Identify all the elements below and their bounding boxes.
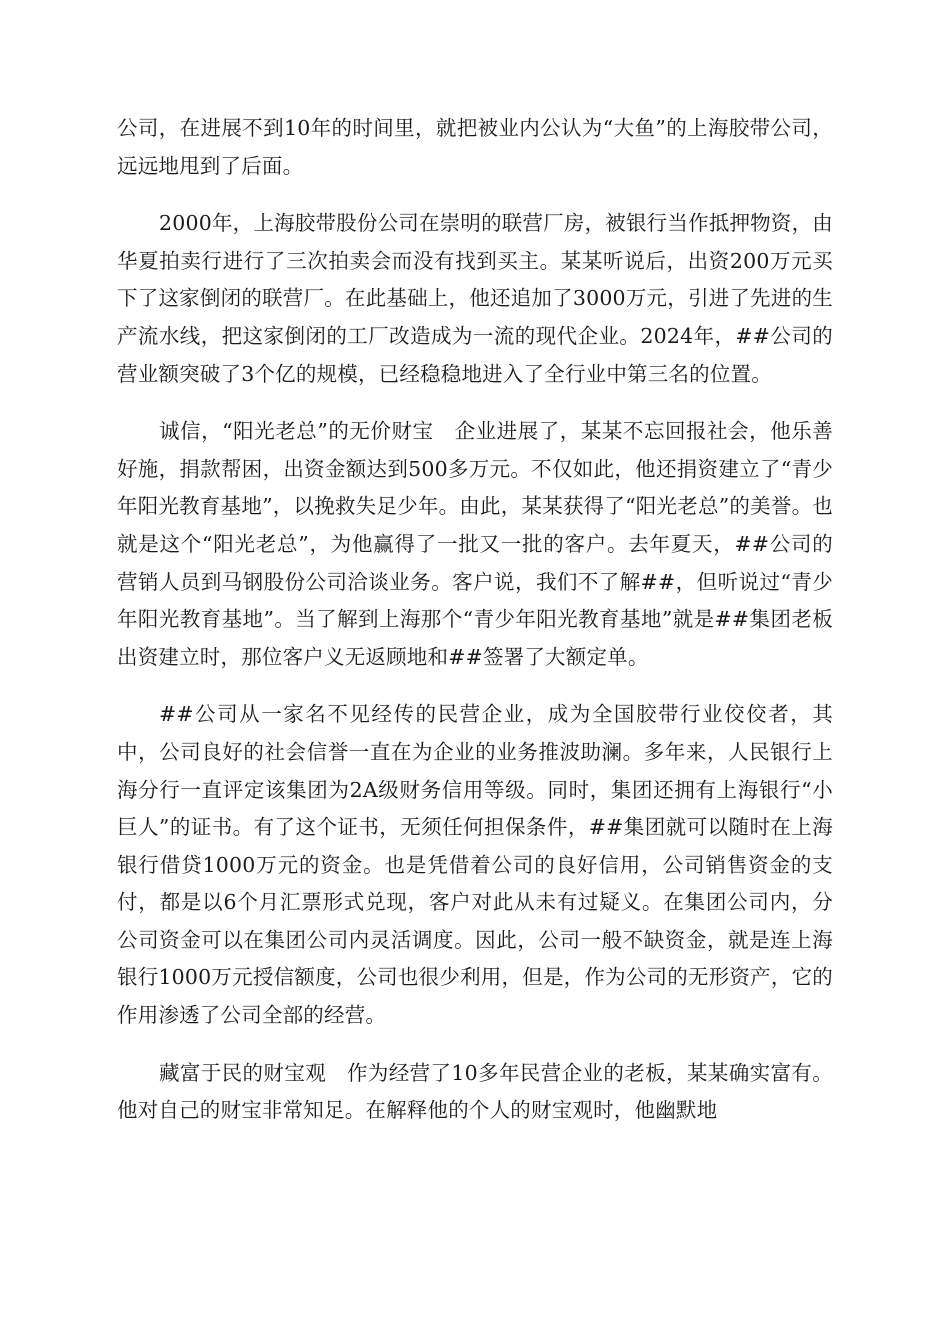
- paragraph-4: ##公司从一家名不见经传的民营企业，成为全国胶带行业佼佼者，其中，公司良好的社会信誉一直在为企业的业务推波助澜。多年来，人民银行上海分行一直评定该集团为2A级财务信用等级。同时，集团还拥有上海银行“小巨人”的证书。有了这个证书，无须任何担保条件，##集团就可以随时在上海银行借贷1000万元的资金。也是凭借着公司的良好信用，公司销售资金的支付，都是以6个月汇票形式兑现，客户对此从未有过疑义。在集团公司内，分公司资金可以在集团公司内灵活调度。因此，公司一般不缺资金，就是连上海银行1000万元授信额度，公司也很少利用，但是，作为公司的无形资产，它的作用渗透了公司全部的经营。: [117, 702, 833, 1028]
- paragraph-gap: [117, 185, 833, 205]
- paragraph-2: 2000年，上海胶带股份公司在崇明的联营厂房，被银行当作抵押物资，由华夏拍卖行进行了三次拍卖会而没有找到买主。某某听说后，出资200万元买下了这家倒闭的联营厂。在此基础上，他还追加了3000万元，引进了先进的生产流水线，把这家倒闭的工厂改造成为一流的现代企业。2024年，##公司的营业额突破了3个亿的规模，已经稳稳地进入了全行业中第三名的位置。: [117, 211, 833, 386]
- paragraph-5: 藏富于民的财宝观 作为经营了10多年民营企业的老板，某某确实富有。他对自己的财宝非常知足。在解释他的个人的财宝观时，他幽默地: [117, 1060, 833, 1123]
- document-body: [117, 110, 833, 1130]
- paragraph-gap: [117, 676, 833, 696]
- paragraph-gap: [117, 1035, 833, 1055]
- paragraph-1: 公司，在进展不到10年的时间里，就把被业内公认为“大鱼”的上海胶带公司，远远地甩到了后面。: [117, 116, 833, 178]
- paragraph-gap: [117, 393, 833, 413]
- paragraph-3: 诚信，“阳光老总”的无价财宝 企业进展了，某某不忘回报社会，他乐善好施，捐款帮困，出资金额达到500多万元。不仅如此，他还捐资建立了“青少年阳光教育基地”，以挽救失足少年。由此，某某获得了“阳光老总”的美誉。也就是这个“阳光老总”，为他赢得了一批又一批的客户。去年夏天，##公司的营销人员到马钢股份公司洽谈业务。客户说，我们不了解##，但听说过“青少年阳光教育基地”。当了解到上海那个“青少年阳光教育基地”就是##集团老板出资建立时，那位客户义无返顾地和##签署了大额定单。: [117, 419, 833, 669]
